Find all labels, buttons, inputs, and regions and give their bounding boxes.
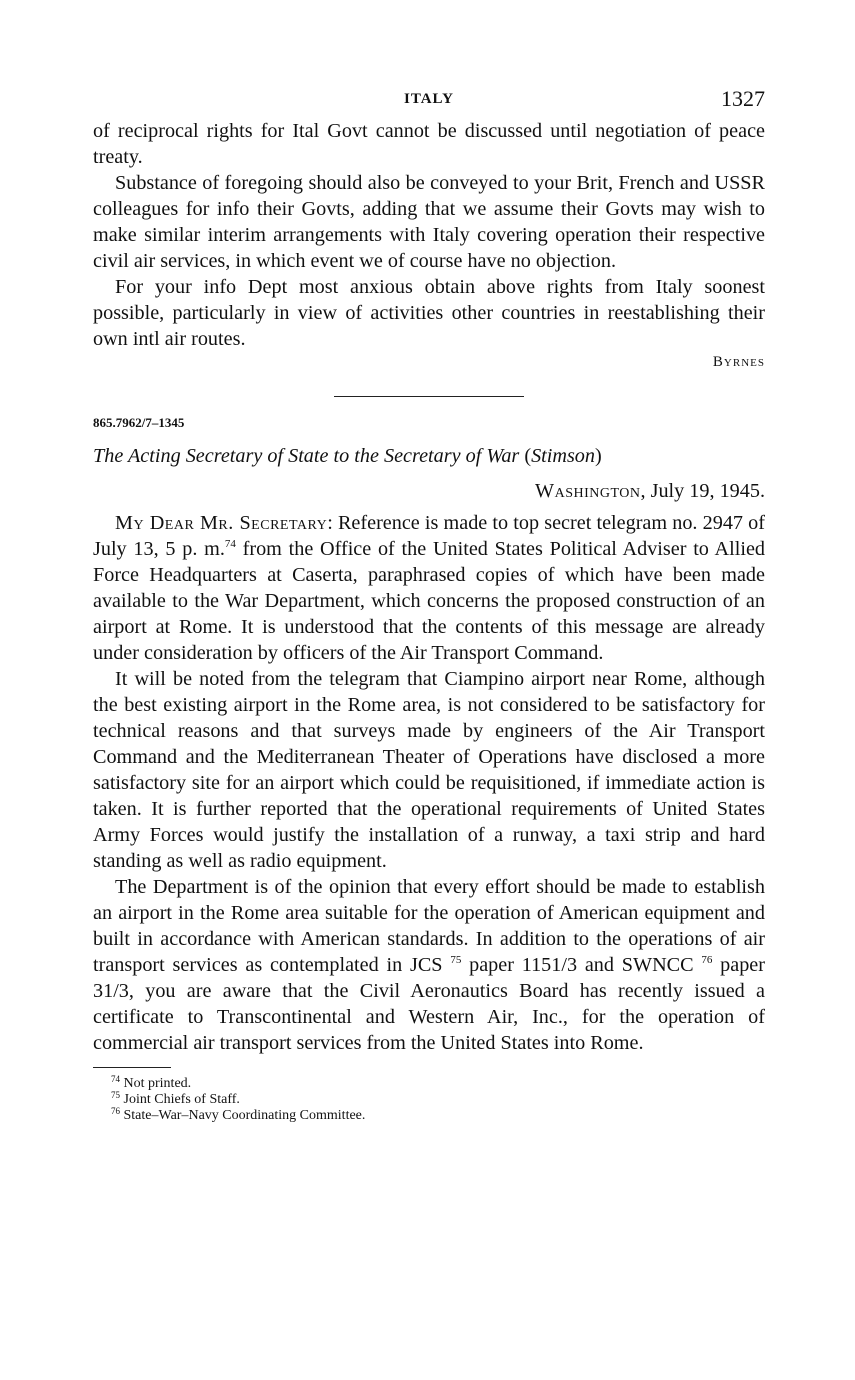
file-number: 865.7962/7–1345 <box>93 415 185 430</box>
document-page <box>93 88 765 1124</box>
footnote-number: 74 <box>111 1074 120 1084</box>
paragraph-continuation: of reciprocal rights for Ital Govt cannot be discussed until negotiation of peace treaty. <box>93 120 765 168</box>
p1-part2: from the Office of the United States Political Adviser to Allied Force Headquarters at Caserta, paraphrased copies of which have been made available to the War Department, which concerns the proposed construction of an airport at Rome. It is understood that the contents of this message are already under consideration by officers of the Air Transport Command. <box>93 538 765 664</box>
running-head: ITALY <box>403 91 455 107</box>
dateline-place: Washington <box>535 480 641 502</box>
footnote-rule <box>93 1067 171 1068</box>
footnote-text: Joint Chiefs of Staff. <box>123 1092 240 1107</box>
signature: Byrnes <box>712 354 765 370</box>
footnote <box>93 1076 765 1092</box>
dateline <box>93 478 765 504</box>
document-separator <box>334 396 524 397</box>
title-person: Stimson <box>531 445 595 467</box>
dateline-date: , July 19, 1945. <box>640 480 765 502</box>
p1-part1: : Reference is made to top secret telegram no. 2947 of July 13, 5 p. m. <box>93 512 765 560</box>
footnote <box>93 1108 765 1124</box>
p3-part3: paper 31/3, you are aware that the Civil Aeronautics Board has recently issued a certificate to Transcontinental and Western Air, Inc., for the operation of commercial air transport services from the United States into Rome. <box>93 954 765 1054</box>
title-main: The Acting Secretary of State to the Secretary of War <box>93 445 520 467</box>
footnote-ref-74: 74 <box>224 538 236 550</box>
document-title: The Acting Secretary of State to the Secretary of War (Stimson) <box>93 445 602 467</box>
footnote-ref-75: 75 <box>450 954 462 966</box>
footnote-number: 76 <box>111 1106 120 1116</box>
paragraph-department-opinion <box>93 874 765 1056</box>
footnote-text: State–War–Navy Coordinating Committee. <box>123 1108 366 1123</box>
p3-part2: paper 1151/3 and SWNCC <box>461 954 694 976</box>
page-number: 1327 <box>721 86 765 111</box>
footnote-text: Not printed. <box>123 1076 192 1091</box>
footnote-ref-76: 76 <box>701 954 713 966</box>
p3-part1: The Department is of the opinion that every effort should be made to establish an airport in the Rome area suitable for the operation of American equipment and built in accordance with American standards. In addition to the operations of air transport services as contemplated in JCS <box>93 876 765 976</box>
paragraph-substance: Substance of foregoing should also be conveyed to your Brit, French and USSR colleagues for info their Govts, adding that we assume their Govts may wish to make similar interim arrangements with Italy covering operation their respective civil air services, in which event we of course have no objection. <box>93 172 765 272</box>
footnote <box>93 1092 765 1108</box>
paragraph-reference <box>93 510 765 666</box>
footnote-number: 75 <box>111 1090 120 1100</box>
paragraph-info: For your info Dept most anxious obtain above rights from Italy soonest possible, particularly in view of activities other countries in reestablishing their own intl air routes. <box>93 276 765 350</box>
salutation: My Dear Mr. Secretary <box>115 512 328 534</box>
page-header <box>93 88 765 118</box>
paragraph-ciampino: It will be noted from the telegram that Ciampino airport near Rome, although the best existing airport in the Rome area, is not considered to be satisfactory for technical reasons and that surveys made by engineers of the Air Transport Command and the Mediterranean Theater of Operations have disclosed a more satisfactory site for an airport which could be requisitioned, if immediate action is taken. It is further reported that the operational requirements of United States Army Forces would justify the installation of a runway, a taxi strip and hard standing as well as radio equipment. <box>93 668 765 872</box>
